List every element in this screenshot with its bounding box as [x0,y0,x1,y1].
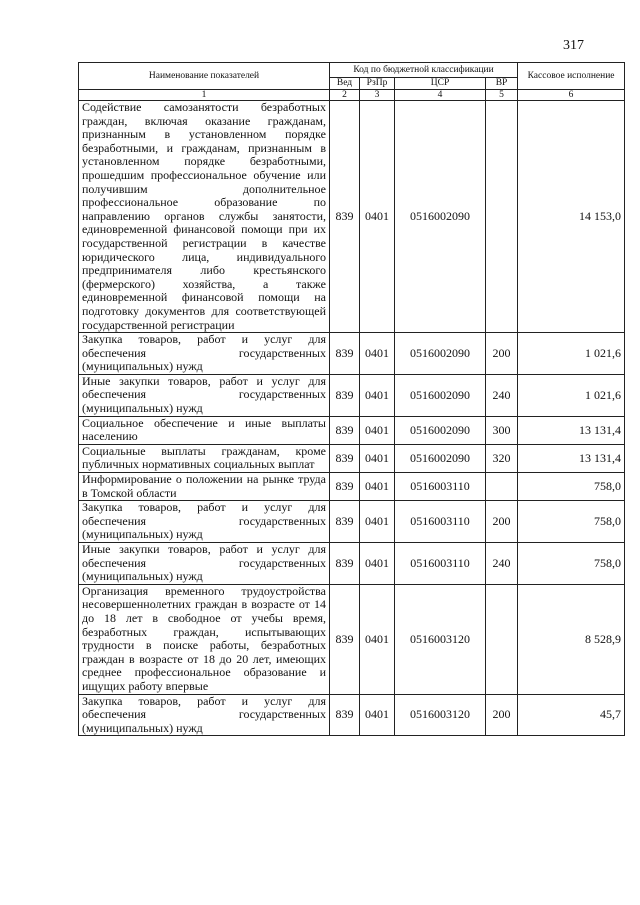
row-csr: 0516003110 [395,543,486,585]
row-csr: 0516003120 [395,584,486,694]
table-row [79,444,625,472]
row-vr [486,473,518,501]
row-csr: 0516002090 [395,374,486,416]
row-amount: 13 131,4 [518,444,625,472]
col-number: 1 [79,90,330,101]
budget-table [78,62,625,736]
row-amount: 13 131,4 [518,416,625,444]
row-rzpr: 0401 [360,584,395,694]
row-ved: 839 [330,333,360,375]
row-amount: 758,0 [518,473,625,501]
row-rzpr: 0401 [360,473,395,501]
row-amount: 1 021,6 [518,333,625,375]
row-csr: 0516003110 [395,473,486,501]
row-vr: 200 [486,333,518,375]
row-amount: 758,0 [518,501,625,543]
table-row [79,694,625,736]
row-ved: 839 [330,543,360,585]
header-vr: ВР [486,78,518,90]
row-name: Социальное обеспечение и иные выплаты населению [79,416,330,444]
row-amount: 8 528,9 [518,584,625,694]
row-name: Закупка товаров, работ и услуг для обеспечения государственных (муниципальных) нужд [79,333,330,375]
row-ved: 839 [330,694,360,736]
row-name: Организация временного трудоустройства несовершеннолетних граждан в возрасте от 14 до 18 лет в свободное от учебы время, безработных граждан, испытывающих трудности в поиске работы, безработных граждан в возрасте от 18 до 20 лет, имеющих среднее профессиональное образование и ищущих работу впервые [79,584,330,694]
row-csr: 0516002090 [395,416,486,444]
row-rzpr: 0401 [360,694,395,736]
row-amount: 758,0 [518,543,625,585]
row-ved: 839 [330,584,360,694]
header-csr: ЦСР [395,78,486,90]
header-rzpr: РзПр [360,78,395,90]
table-row [79,374,625,416]
row-amount: 14 153,0 [518,101,625,333]
table-row [79,543,625,585]
row-vr: 200 [486,694,518,736]
row-rzpr: 0401 [360,444,395,472]
row-rzpr: 0401 [360,416,395,444]
page-number: 317 [563,38,584,53]
table-row [79,416,625,444]
row-csr: 0516002090 [395,101,486,333]
row-vr: 200 [486,501,518,543]
row-rzpr: 0401 [360,333,395,375]
column-numbers-row [79,90,625,101]
row-rzpr: 0401 [360,101,395,333]
table-row [79,501,625,543]
table-row [79,584,625,694]
header-code-group: Код по бюджетной классификации [330,63,518,78]
row-ved: 839 [330,416,360,444]
table-row [79,473,625,501]
row-name: Иные закупки товаров, работ и услуг для обеспечения государственных (муниципальных) нужд [79,374,330,416]
row-ved: 839 [330,101,360,333]
col-number: 6 [518,90,625,101]
row-name: Социальные выплаты гражданам, кроме публичных нормативных социальных выплат [79,444,330,472]
row-name: Закупка товаров, работ и услуг для обеспечения государственных (муниципальных) нужд [79,501,330,543]
row-csr: 0516002090 [395,444,486,472]
row-ved: 839 [330,374,360,416]
row-rzpr: 0401 [360,543,395,585]
row-ved: 839 [330,501,360,543]
row-name: Иные закупки товаров, работ и услуг для обеспечения государственных (муниципальных) нужд [79,543,330,585]
row-ved: 839 [330,473,360,501]
table-row [79,333,625,375]
row-rzpr: 0401 [360,501,395,543]
row-amount: 45,7 [518,694,625,736]
row-vr [486,101,518,333]
header-name: Наименование показателей [79,63,330,90]
col-number: 3 [360,90,395,101]
row-vr [486,584,518,694]
row-name: Содействие самозанятости безработных граждан, включая оказание гражданам, признанным в установленном порядке безработными, и гражданам, признанным в установленном порядке безработными, прошедшим профессиональное обучение или получившим дополнительное профессиональное образование по направлению органов службы занятости, единовременной финансовой помощи при их государственной регистрации в качестве юридического лица, индивидуального предпринимателя либо крестьянского (фермерского) хозяйства, а также единовременной финансовой помощи на подготовку документов для соответствующей государственной регистрации [79,101,330,333]
row-csr: 0516003110 [395,501,486,543]
row-vr: 240 [486,374,518,416]
row-rzpr: 0401 [360,374,395,416]
row-csr: 0516002090 [395,333,486,375]
row-name: Закупка товаров, работ и услуг для обеспечения государственных (муниципальных) нужд [79,694,330,736]
row-vr: 240 [486,543,518,585]
col-number: 5 [486,90,518,101]
row-vr: 320 [486,444,518,472]
row-csr: 0516003120 [395,694,486,736]
header-ved: Вед [330,78,360,90]
row-vr: 300 [486,416,518,444]
row-name: Информирование о положении на рынке труда в Томской области [79,473,330,501]
col-number: 4 [395,90,486,101]
col-number: 2 [330,90,360,101]
table-row [79,101,625,333]
row-amount: 1 021,6 [518,374,625,416]
row-ved: 839 [330,444,360,472]
header-exec: Кассовое исполнение [518,63,625,90]
